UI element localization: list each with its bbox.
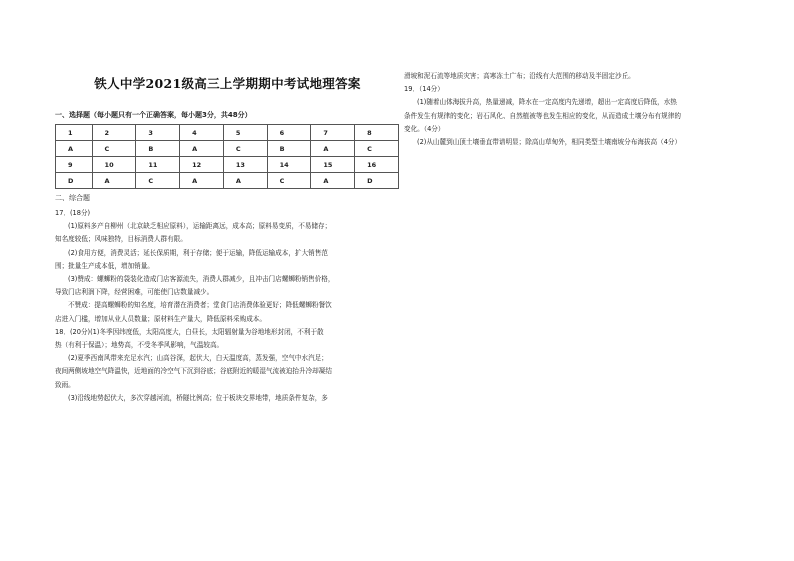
- answer-table-cell: 7: [311, 125, 355, 141]
- q19-p2: (2)从山麓到山顶土壤垂直带谱明显；除高山草甸外，相同类型土壤南坡分布海拔高（4分）: [417, 138, 682, 147]
- answer-table-cell: A: [311, 173, 355, 189]
- answer-table-cell: A: [56, 141, 93, 157]
- q18-p2b: 夜间两侧坡地空气降温快，近地面的冷空气下沉到谷底；谷底附近的暖湿气流被迫抬升冷却凝结: [55, 367, 332, 376]
- q17-p3: (3)赞成：螺蛳粉的袋装化造成门店客源流失，消费人群减少，且冲击门店螺蛳粉销售价格，: [68, 275, 335, 284]
- q18-p3: (3)沿线地势起伏大，多次穿越河流，桥隧比例高；位于板块交界地带，地质条件复杂，多: [68, 393, 328, 402]
- answer-table-cell: C: [223, 141, 267, 157]
- q19-label: 19．（14分）: [404, 85, 444, 94]
- answer-table-row: [56, 173, 399, 189]
- answer-table-cell: 13: [223, 157, 267, 173]
- q17-p4b: 店进入门槛，增加从业人员数量；原材料生产量大，降低原料采购成本。: [55, 314, 266, 323]
- right-column: [404, 70, 774, 149]
- q17-p2: (2)食用方便，消费灵活；延长保质期，利于存储；便于运输，降低运输成本，扩大销售范: [68, 248, 328, 257]
- left-column: [55, 70, 400, 405]
- answer-table-cell: 3: [136, 125, 180, 141]
- answer-table-cell: 11: [136, 157, 180, 173]
- q18-p3b: 滑坡和泥石流等地质灾害；高寒冻土广布；沿线有大范围的移动及半固定沙丘。: [404, 72, 635, 80]
- answer-table-cell: 10: [92, 157, 136, 173]
- answer-table-cell: A: [92, 173, 136, 189]
- answer-table-cell: A: [180, 173, 224, 189]
- answer-table-cell: 16: [355, 157, 399, 173]
- q18-p2: (2)夏季西南风带来充足水汽；山高谷深，起伏大，白天温度高，蒸发强，空气中水汽足；: [68, 354, 328, 363]
- answer-table-cell: B: [136, 141, 180, 157]
- answer-table-cell: D: [355, 173, 399, 189]
- q19-p1c: 变化。（4分）: [404, 124, 445, 133]
- q17-p3b: 导致门店利润下降，经营困难，可能使门店数量减少。: [55, 288, 214, 297]
- answer-table-cell: C: [92, 141, 136, 157]
- section2-heading: 二、综合题: [55, 194, 90, 202]
- answer-table: [55, 124, 399, 189]
- answer-table-cell: C: [267, 173, 311, 189]
- section1-heading: 一、选择题（每小题只有一个正确答案，每小题3分，共48分）: [55, 111, 252, 119]
- answer-table-cell: C: [136, 173, 180, 189]
- answer-table-cell: 8: [355, 125, 399, 141]
- answer-table-cell: 6: [267, 125, 311, 141]
- q17-p1b: 知名度较低；风味独特，目标消费人群有限。: [55, 235, 187, 244]
- q17-p1: (1)原料多产自柳州（北京缺乏相应原料），运输距离远，成本高；原料易变质，不易储存；: [68, 222, 332, 231]
- q18-p1b: 热（有利于保温）；地势高，不受冬季风影响，气温较高。: [55, 341, 224, 350]
- answer-table-row: [56, 157, 399, 173]
- q19-p1b: 条件发生有规律的变化；岩石风化、自然植被等也发生相应的变化，从而造成土壤分布有规律的: [404, 111, 681, 120]
- answer-table-cell: 1: [56, 125, 93, 141]
- answer-table-cell: 5: [223, 125, 267, 141]
- q18-p1: 18．(20分)(1)冬季因纬度低，太阳高度大，白昼长，太阳辐射量为谷地地形封闭，不利于散: [55, 327, 324, 336]
- answer-table-cell: 4: [180, 125, 224, 141]
- answer-table-cell: 15: [311, 157, 355, 173]
- answer-table-cell: B: [267, 141, 311, 157]
- answer-table-cell: A: [180, 141, 224, 157]
- answer-table-cell: C: [355, 141, 399, 157]
- q18-p2c: 致雨。: [55, 380, 75, 389]
- answer-table-cell: 9: [56, 157, 93, 173]
- q19-p1: (1)随着山体海拔升高，热量递减，降水在一定高度内先递增，超出一定高度后降低，水热: [417, 98, 677, 107]
- answer-table-row: [56, 141, 399, 157]
- answer-table-cell: 14: [267, 157, 311, 173]
- answer-table-cell: A: [223, 173, 267, 189]
- answer-table-cell: A: [311, 141, 355, 157]
- q17-label: 17．(18分): [55, 209, 91, 217]
- answer-table-cell: D: [56, 173, 93, 189]
- answer-table-row: [56, 125, 399, 141]
- answer-table-cell: 2: [92, 125, 136, 141]
- answer-table-cell: 12: [180, 157, 224, 173]
- q17-p4: 不赞成：提高螺蛳粉的知名度，培育潜在消费者；堂食门店消费体验更好；降低螺蛳粉餐饮: [68, 301, 332, 310]
- q17-p2b: 围；批量生产成本低，增加销量。: [55, 261, 154, 270]
- page-title: 铁人中学2021级高三上学期期中考试地理答案: [94, 76, 361, 91]
